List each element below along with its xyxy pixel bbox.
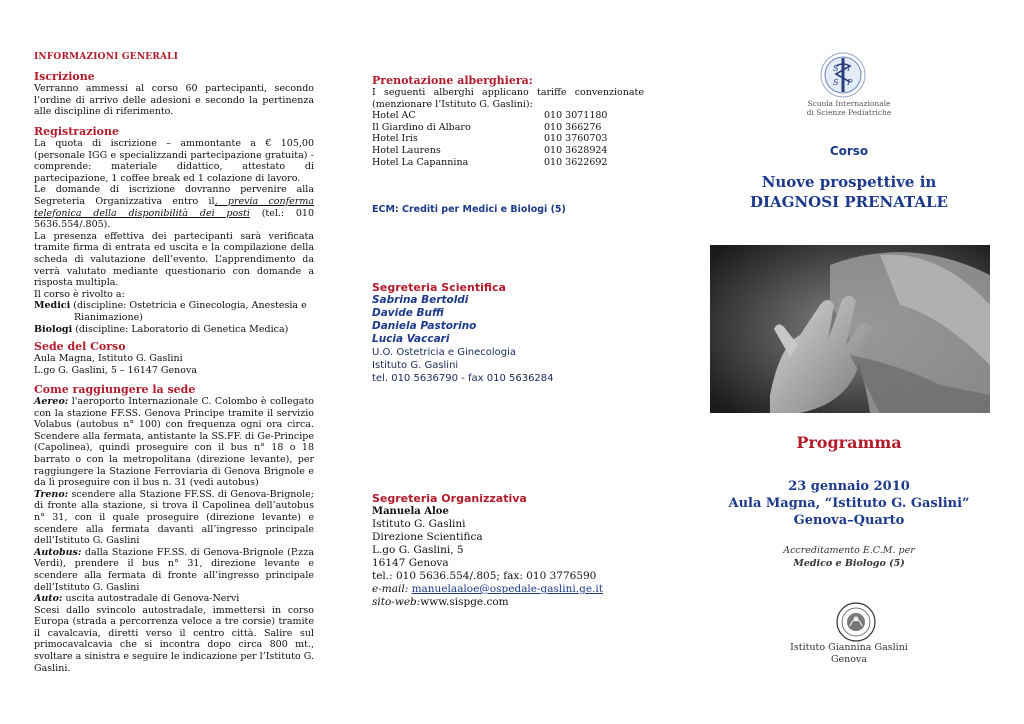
programma-heading: Programma — [796, 433, 902, 452]
by-train: Treno: scendere alla Stazione FF.SS. di Genova-Brignole; di fronte alla stazione, si trova il Capolinea dell’autobus n° 31, con il quale proseguire (direzione levante) e scendere alla fermata davanti all’ingresso principale dell’Istituto G. Gaslini — [34, 488, 314, 547]
gaslini-seal — [836, 602, 876, 642]
registrazione-deadline: Le domande di iscrizione dovranno pervenire alla Segreteria Organizzativa entro il, previa conferma telefonica della disponibilità dei posti (tel.: 010 5636.554/.805). — [34, 184, 315, 231]
raggiungere-title: Come raggiungere la sede — [34, 383, 196, 396]
hotel-row — [372, 157, 644, 169]
site-link[interactable]: www.sispge.com — [420, 596, 509, 608]
column-cover — [708, 0, 990, 724]
organizzativa-site-row: sito-web:www.sispge.com — [372, 596, 509, 608]
scientifica-name: Sabrina Bertoldi — [372, 294, 469, 306]
column-general-info — [34, 0, 314, 724]
hotel-row — [372, 145, 644, 157]
corso-label: Corso — [829, 144, 869, 158]
sisp-logo — [820, 52, 866, 98]
section-come-raggiungere — [34, 383, 314, 674]
registrazione-presence: La presenza effettiva dei partecipanti sarà verificata tramite firma di entrata ed uscita e la compilazione della scheda di valutazione dell’evento. L’apprendimento da verrà valutato mediante questionario con domande a risposta multipla. — [34, 230, 314, 289]
organizzativa-line: 16147 Genova — [372, 557, 449, 569]
hotel-phone: 010 3071180 — [544, 110, 608, 122]
hands-photo — [710, 245, 990, 413]
hotel-row — [372, 110, 644, 122]
gaslini-seal-icon — [836, 602, 876, 642]
by-bus: Autobus: dalla Stazione FF.SS. di Genova-Brignole (P.zza Verdi), prendere il bus n° 31, direzione levante e scendere alla fermata di fronte all’ingresso principale dell’Istituto G. Gaslini — [34, 546, 314, 593]
scientifica-unit: U.O. Ostetricia e Ginecologia — [372, 347, 516, 358]
column-contacts — [372, 0, 644, 724]
target-medici: Medici (discipline: Ostetricia e Ginecologia, Anestesia e — [34, 300, 307, 312]
ecm-credits: ECM: Crediti per Medici e Biologi (5) — [372, 204, 566, 215]
logo-letter: S — [833, 78, 839, 87]
hotel-row — [372, 122, 644, 134]
logo-letter: S — [833, 64, 839, 73]
email-link[interactable]: manuelaaloe@ospedale-gaslini.ge.it — [411, 583, 603, 595]
organizzativa-line: L.go G. Gaslini, 5 — [372, 544, 464, 556]
section-segreteria-scientifica — [372, 281, 644, 385]
by-car-directions: Scesi dallo svincolo autostradale, immettersi in corso Europa (strada a percorrenza veloce a tre corsie) tramite il cavalcavia, diretti verso il centro città. Salire sul primocavalcavia che si incontra dopo circa 800 mt., svoltare a sinistra e seguire le indicazione per l’Istituto G. Gaslini. — [34, 604, 314, 674]
sede-title: Sede del Corso — [34, 340, 126, 353]
hotel-name: Hotel La Capannina — [372, 156, 469, 168]
sede-line1: Aula Magna, Istituto G. Gaslini — [34, 353, 183, 364]
course-title: Nuove prospettive in DIAGNOSI PRENATALE — [750, 173, 948, 211]
hotel-name: Hotel AC — [372, 110, 416, 122]
scientifica-name: Lucia Vaccari — [372, 333, 450, 345]
scientifica-institute: Istituto G. Gaslini — [372, 360, 459, 371]
prenotazione-intro: I seguenti alberghi applicano tariffe convenzionate (menzionare l’Istituto G. Gaslini): — [372, 87, 644, 110]
by-car: Auto: uscita autostradale di Genova-Nervi — [34, 593, 240, 605]
by-plane: Aereo: l'aeroporto Internazionale C. Colombo è collegato con la stazione FF.SS. Genova Principe tramite il servizio Volabus (autobus n° 100) con frequenza ogni ora circa. Scendere alla fermata, antistante la SS.FF. di Ge-Principe (Capolinea), quindi proseguire con il bus n° 18 o 18 barrato o con la metropolitana (direzione levante), per raggiungere la Stazione Ferroviaria di Genova Brignole e da lì proseguire con il bus n. 31 (vedi autobus) — [34, 396, 314, 489]
registrazione-text — [34, 138, 314, 335]
section-iscrizione — [34, 70, 314, 118]
scientifica-name: Davide Buffi — [372, 307, 444, 319]
organizzativa-line: Direzione Scientifica — [372, 531, 483, 543]
target-medici-cont: Rianimazione) — [74, 311, 143, 323]
general-info-header: INFORMAZIONI GENERALI — [34, 52, 179, 62]
section-prenotazione — [372, 74, 644, 168]
section-registrazione — [34, 125, 314, 335]
event-date: 23 gennaio 2010 — [788, 479, 910, 494]
hotel-list — [372, 110, 644, 168]
registrazione-title: Registrazione — [34, 125, 119, 138]
target-biologi: Biologi (discipline: Laboratorio di Genetica Medica) — [34, 323, 289, 335]
event-details — [708, 478, 990, 529]
hotel-phone: 010 3628924 — [544, 144, 608, 156]
organizzativa-title: Segreteria Organizzativa — [372, 492, 527, 505]
hotel-name: Hotel Iris — [372, 133, 418, 145]
scientifica-title: Segreteria Scientifica — [372, 281, 506, 294]
section-sede — [34, 340, 314, 376]
iscrizione-text: Verranno ammessi al corso 60 partecipanti, secondo l’ordine di arrivo delle adesioni e secondo la pertinenza alle discipline di riferimento. — [34, 83, 314, 118]
sede-line2: L.go G. Gaslini, 5 – 16147 Genova — [34, 364, 197, 376]
scientifica-name: Daniela Pastorino — [372, 320, 477, 332]
logo-letter: P — [847, 78, 853, 87]
hotel-name: Hotel Laurens — [372, 144, 441, 156]
hotel-phone: 010 3760703 — [544, 133, 608, 145]
accreditamento: Accreditamento E.C.M. per Medico e Biologo (5) — [783, 545, 915, 569]
prenotazione-title: Prenotazione alberghiera: — [372, 74, 533, 87]
sisp-logo-icon — [820, 52, 866, 98]
logo-caption: Scuola Internazionale di Scienze Pediatriche — [806, 99, 892, 117]
institute-footer: Istituto Giannina Gaslini Genova — [790, 642, 908, 665]
hotel-name: Il Giardino di Albaro — [372, 121, 471, 133]
hotel-phone: 010 366276 — [544, 121, 602, 133]
iscrizione-title: Iscrizione — [34, 70, 95, 83]
baby-hand-photo-icon — [710, 245, 990, 413]
hotel-phone: 010 3622692 — [544, 156, 608, 168]
event-venue: Aula Magna, “Istituto G. Gaslini” — [728, 496, 970, 511]
hotel-row — [372, 133, 644, 145]
logo-letter: I — [847, 64, 851, 73]
organizzativa-line: Istituto G. Gaslini — [372, 518, 466, 530]
section-segreteria-organizzativa — [372, 492, 644, 609]
registrazione-fee: La quota di iscrizione – ammontante a € 105,00 (personale IGG e specializzandi partecipazione gratuita) - comprende: materiale didattico, attestato di partecipazione, 1 coffee break ed 1 colazione di lavoro. — [34, 138, 314, 184]
registrazione-target: Il corso è rivolto a: — [34, 288, 125, 300]
event-city: Genova–Quarto — [793, 513, 905, 528]
organizzativa-phone: tel.: 010 5636.554/.805; fax: 010 3776590 — [372, 570, 597, 582]
organizzativa-name: Manuela Aloe — [372, 506, 449, 517]
organizzativa-email-row: e-mail: manuelaaloe@ospedale-gaslini.ge.it — [372, 583, 603, 595]
scientifica-phone: tel. 010 5636790 - fax 010 5636284 — [372, 373, 554, 384]
